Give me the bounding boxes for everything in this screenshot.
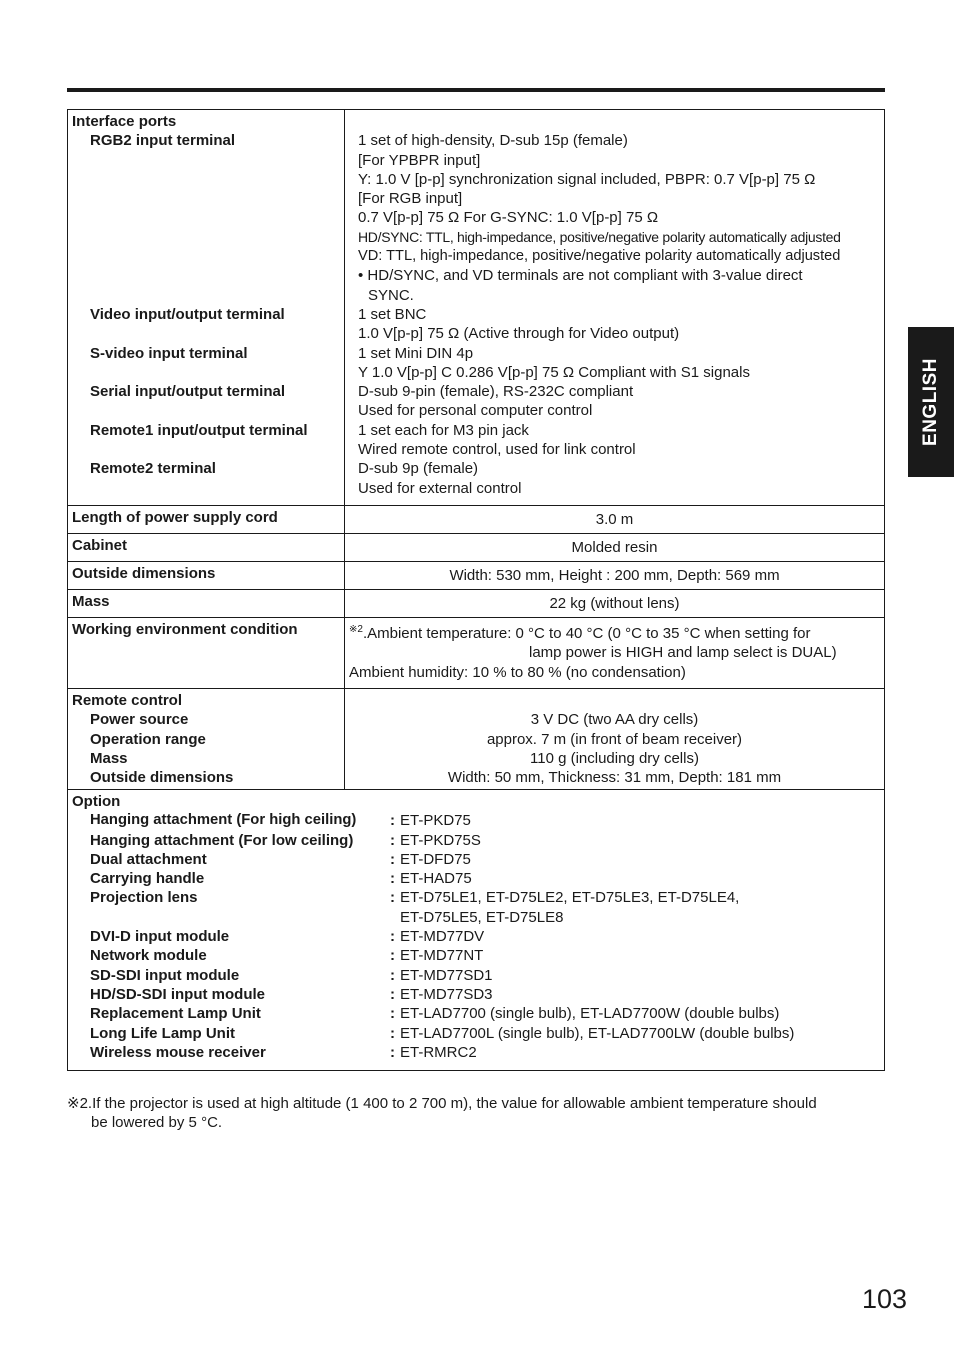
remote-item-value: approx. 7 m (in front of beam receiver) — [486, 730, 743, 748]
option-value: ET-MD77SD1 — [400, 966, 493, 984]
option-name: HD/SD-SDI input module — [90, 985, 265, 1003]
option-item: DVI-D input module : ET-MD77DV — [72, 927, 884, 946]
dimensions-value: Width: 530 mm, Height : 200 mm, Depth: 569 mm — [345, 562, 885, 590]
page-number: 103 — [862, 1284, 908, 1314]
svideo-line: Y 1.0 V[p-p] C 0.286 V[p-p] 75 Ω Compliant with S1 signals — [358, 363, 750, 381]
option-value-line: ET-D75LE5, ET-D75LE8 — [400, 908, 564, 926]
cabinet-row — [68, 534, 885, 562]
environment-line: lamp power is HIGH and lamp select is DUAL) — [529, 644, 837, 662]
rgb2-line: 1 set of high-density, D-sub 15p (female) — [358, 132, 628, 150]
option-value: ET-MD77SD3 — [400, 985, 493, 1003]
rgb2-line: • HD/SYNC, and VD terminals are not compliant with 3-value direct — [358, 267, 803, 285]
top-rule — [67, 88, 885, 92]
option-value-line: ET-D75LE1, ET-D75LE2, ET-D75LE3, ET-D75LE4, — [400, 889, 740, 907]
environment-line: Ambient humidity: 10 % to 80 % (no condensation) — [349, 663, 686, 681]
option-item: Hanging attachment (For low ceiling) : ET-PKD75S — [72, 831, 884, 850]
language-tab-label: ENGLISH — [920, 358, 942, 446]
remote-values — [345, 689, 885, 790]
option-name: Hanging attachment (For high ceiling) — [90, 812, 357, 829]
option-name: Wireless mouse receiver — [90, 1043, 266, 1061]
rgb2-line: [For RGB input] — [358, 190, 463, 208]
option-name: Network module — [90, 947, 207, 965]
option-name: Hanging attachment (For low ceiling) — [90, 831, 354, 849]
rgb2-line: [For YPBPR input] — [358, 151, 481, 169]
option-item: Projection lens : ET-D75LE1, ET-D75LE2, ET-D75LE3, ET-D75LE4, ET-D75LE5, ET-D75LE8 — [72, 888, 884, 927]
remote2-label: Remote2 terminal — [90, 460, 216, 478]
video-line: 1.0 V[p-p] 75 Ω (Active through for Video output) — [358, 325, 680, 343]
rgb2-line: SYNC. — [368, 286, 414, 304]
svideo-line: 1 set Mini DIN 4p — [358, 344, 474, 362]
power-cord-label: Length of power supply cord — [68, 506, 345, 534]
option-value: ET-MD77NT — [400, 947, 484, 965]
option-name: Carrying handle — [90, 870, 205, 888]
option-name: Replacement Lamp Unit — [90, 1005, 261, 1023]
option-row — [68, 790, 885, 1071]
remote-item-label: Mass — [90, 749, 128, 767]
option-item: Hanging attachment (For high ceiling) : ET-PKD75 — [72, 811, 884, 830]
footnote — [67, 1094, 887, 1133]
option-value: ET-DFD75 — [400, 850, 471, 868]
power-cord-row — [68, 506, 885, 534]
rgb2-line: VD: TTL, high-impedance, positive/negative polarity automatically adjusted — [358, 248, 841, 265]
remote2-line: Used for external control — [358, 479, 522, 497]
option-item: Replacement Lamp Unit : ET-LAD7700 (single bulb), ET-LAD7700W (double bulbs) — [72, 1004, 884, 1023]
option-value: ET-HAD75 — [400, 870, 472, 888]
option-item: HD/SD-SDI input module : ET-MD77SD3 — [72, 985, 884, 1004]
remote-row — [68, 689, 885, 790]
option-heading: Option — [72, 793, 121, 810]
option-value: ET-LAD7700L (single bulb), ET-LAD7700LW (double bulbs) — [400, 1024, 795, 1042]
option-value: ET-PKD75S — [400, 831, 481, 849]
option-value — [400, 888, 884, 927]
mass-value: 22 kg (without lens) — [345, 590, 885, 618]
language-tab — [908, 327, 954, 477]
dimensions-label: Outside dimensions — [68, 562, 345, 590]
cabinet-label: Cabinet — [68, 534, 345, 562]
remote-labels — [68, 689, 345, 790]
option-name: DVI-D input module — [90, 928, 230, 946]
rgb2-label: RGB2 input terminal — [90, 132, 236, 150]
environment-line: .Ambient temperature: 0 °C to 40 °C (0 °C to 35 °C when setting for — [362, 625, 811, 642]
remote-item-label: Power source — [90, 711, 189, 729]
remote-item-value: Width: 50 mm, Thickness: 31 mm, Depth: 181 mm — [447, 769, 782, 787]
option-value: ET-PKD75 — [400, 812, 471, 830]
mass-row — [68, 590, 885, 618]
remote1-line: 1 set each for M3 pin jack — [358, 421, 529, 439]
serial-label: Serial input/output terminal — [90, 383, 286, 401]
remote-item-value: 3 V DC (two AA dry cells) — [530, 711, 699, 729]
interface-heading: Interface ports — [72, 113, 177, 130]
mass-label: Mass — [68, 590, 345, 618]
remote-item-label: Operation range — [90, 730, 206, 748]
cabinet-value: Molded resin — [345, 534, 885, 562]
footnote-line: ※2.If the projector is used at high altitude (1 400 to 2 700 m), the value for allowable ambient temperature should — [67, 1095, 817, 1112]
option-value: ET-LAD7700 (single bulb), ET-LAD7700W (double bulbs) — [400, 1005, 780, 1023]
interface-values — [345, 110, 885, 506]
remote1-label: Remote1 input/output terminal — [90, 421, 308, 439]
dimensions-row — [68, 562, 885, 590]
option-value: ET-RMRC2 — [400, 1043, 477, 1061]
power-cord-value: 3.0 m — [345, 506, 885, 534]
option-name: Projection lens — [90, 889, 198, 907]
environment-value — [345, 618, 885, 689]
rgb2-line: HD/SYNC: TTL, high-impedance, positive/negative polarity automatically adjusted — [358, 228, 841, 245]
interface-labels — [68, 110, 345, 506]
remote-heading: Remote control — [72, 692, 183, 709]
option-item: Dual attachment : ET-DFD75 — [72, 850, 884, 869]
option-item: Wireless mouse receiver : ET-RMRC2 — [72, 1043, 884, 1062]
interface-row — [68, 110, 885, 506]
option-item: Network module : ET-MD77NT — [72, 946, 884, 965]
option-cell — [68, 790, 885, 1071]
footnote-mark: ※2 — [349, 624, 363, 635]
serial-line: Used for personal computer control — [358, 402, 593, 420]
environment-label: Working environment condition — [68, 618, 345, 689]
video-line: 1 set BNC — [358, 305, 427, 323]
remote2-line: D-sub 9p (female) — [358, 460, 479, 478]
remote-item-label: Outside dimensions — [90, 769, 234, 787]
option-name: Dual attachment — [90, 850, 207, 868]
option-value: ET-MD77DV — [400, 928, 485, 946]
option-name: SD-SDI input module — [90, 966, 240, 984]
option-item: Carrying handle : ET-HAD75 — [72, 869, 884, 888]
remote1-line: Wired remote control, used for link control — [358, 441, 636, 459]
footnote-line: be lowered by 5 °C. — [91, 1114, 223, 1132]
rgb2-line: 0.7 V[p-p] 75 Ω For G-SYNC: 1.0 V[p-p] 75 Ω — [358, 209, 659, 227]
spec-table — [67, 109, 885, 1071]
serial-line: D-sub 9-pin (female), RS-232C compliant — [358, 383, 634, 401]
svideo-label: S-video input terminal — [90, 344, 248, 362]
environment-row — [68, 618, 885, 689]
option-name: Long Life Lamp Unit — [90, 1024, 235, 1042]
video-label: Video input/output terminal — [90, 305, 285, 323]
rgb2-line: Y: 1.0 V [p-p] synchronization signal included, PBPR: 0.7 V[p-p] 75 Ω — [358, 170, 816, 188]
remote-item-value: 110 g (including dry cells) — [530, 749, 699, 767]
option-item: Long Life Lamp Unit : ET-LAD7700L (single bulb), ET-LAD7700LW (double bulbs) — [72, 1024, 884, 1043]
option-item: SD-SDI input module : ET-MD77SD1 — [72, 966, 884, 985]
